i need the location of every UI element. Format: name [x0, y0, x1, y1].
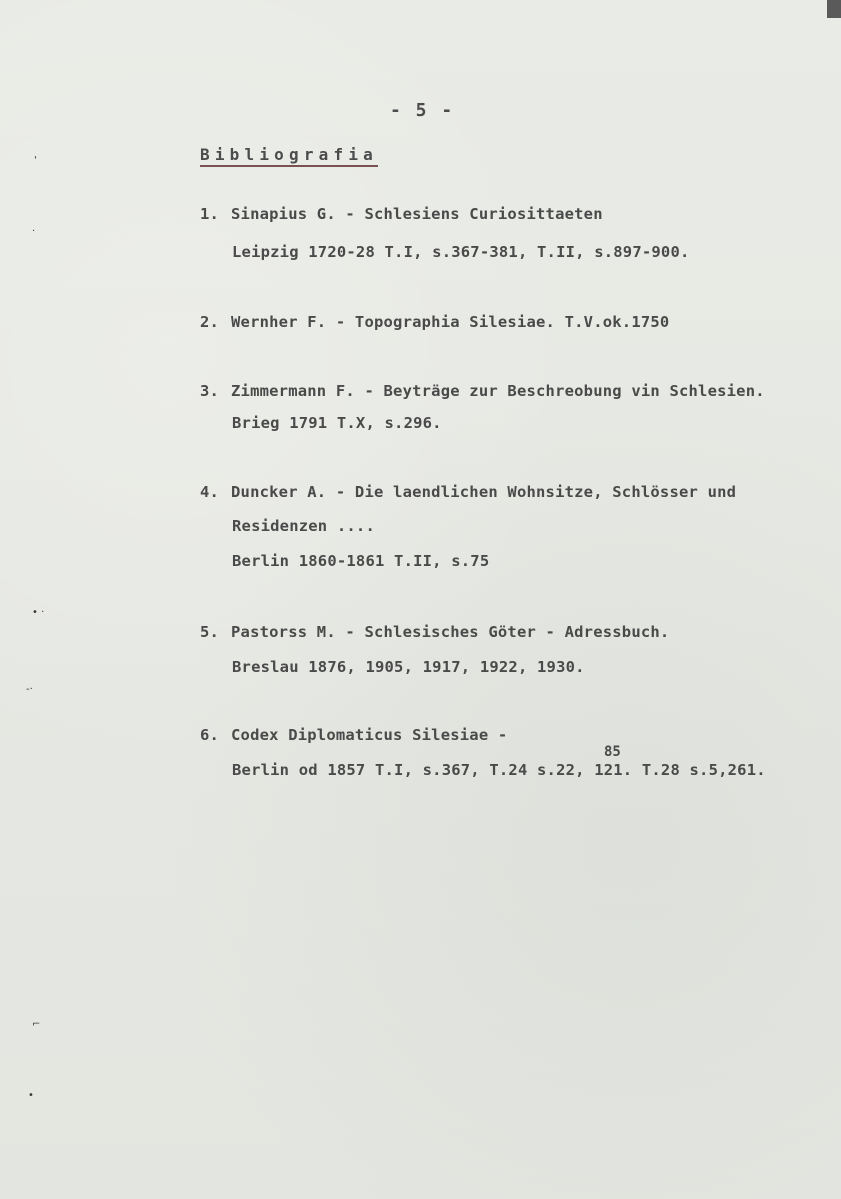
- entry-title: Pastorss M. - Schlesisches Göter - Adressbuch.: [231, 623, 670, 641]
- entry-number: 2.: [200, 313, 220, 331]
- bibliography-entry: [200, 483, 736, 501]
- margin-mark: ': [34, 155, 37, 166]
- margin-mark: ·: [32, 226, 36, 237]
- margin-mark: -·: [26, 684, 33, 695]
- bibliography-entry: [200, 313, 669, 331]
- page-corner-mark: [827, 0, 841, 18]
- bibliography-entry: [200, 623, 669, 641]
- entry-detail: Breslau 1876, 1905, 1917, 1922, 1930.: [232, 658, 585, 676]
- margin-mark: ⌐: [32, 1019, 41, 1030]
- bibliography-entry: [200, 205, 603, 223]
- entry-title: Zimmermann F. - Beyträge zur Beschreobung vin Schlesien.: [231, 382, 765, 400]
- bibliography-entry: [200, 382, 765, 400]
- entry-number: 6.: [200, 726, 220, 744]
- entry-title: Wernher F. - Topographia Silesiae. T.V.ok.1750: [231, 313, 670, 331]
- margin-mark: • ·: [32, 607, 45, 618]
- handwritten-correction: 85: [604, 744, 621, 760]
- entry-detail: Berlin od 1857 T.I, s.367, T.24 s.22, 121. T.28 s.5,261.: [232, 761, 766, 779]
- page-number: - 5 -: [390, 100, 455, 121]
- entry-number: 4.: [200, 483, 220, 501]
- entry-detail: Leipzig 1720-28 T.I, s.367-381, T.II, s.897-900.: [232, 243, 690, 261]
- entry-detail: Brieg 1791 T.X, s.296.: [232, 414, 442, 432]
- entry-title: Duncker A. - Die laendlichen Wohnsitze, Schlösser und: [231, 483, 737, 501]
- entry-number: 1.: [200, 205, 220, 223]
- entry-title: Sinapius G. - Schlesiens Curiosittaeten: [231, 205, 603, 223]
- section-heading: Bibliografia: [200, 145, 378, 164]
- entry-number: 3.: [200, 382, 220, 400]
- margin-mark: •: [28, 1090, 34, 1101]
- entry-title: Codex Diplomaticus Silesiae -: [231, 726, 508, 744]
- entry-number: 5.: [200, 623, 220, 641]
- entry-detail: Residenzen ....: [232, 517, 375, 535]
- entry-detail: Berlin 1860-1861 T.II, s.75: [232, 552, 490, 570]
- bibliography-entry: [200, 726, 507, 744]
